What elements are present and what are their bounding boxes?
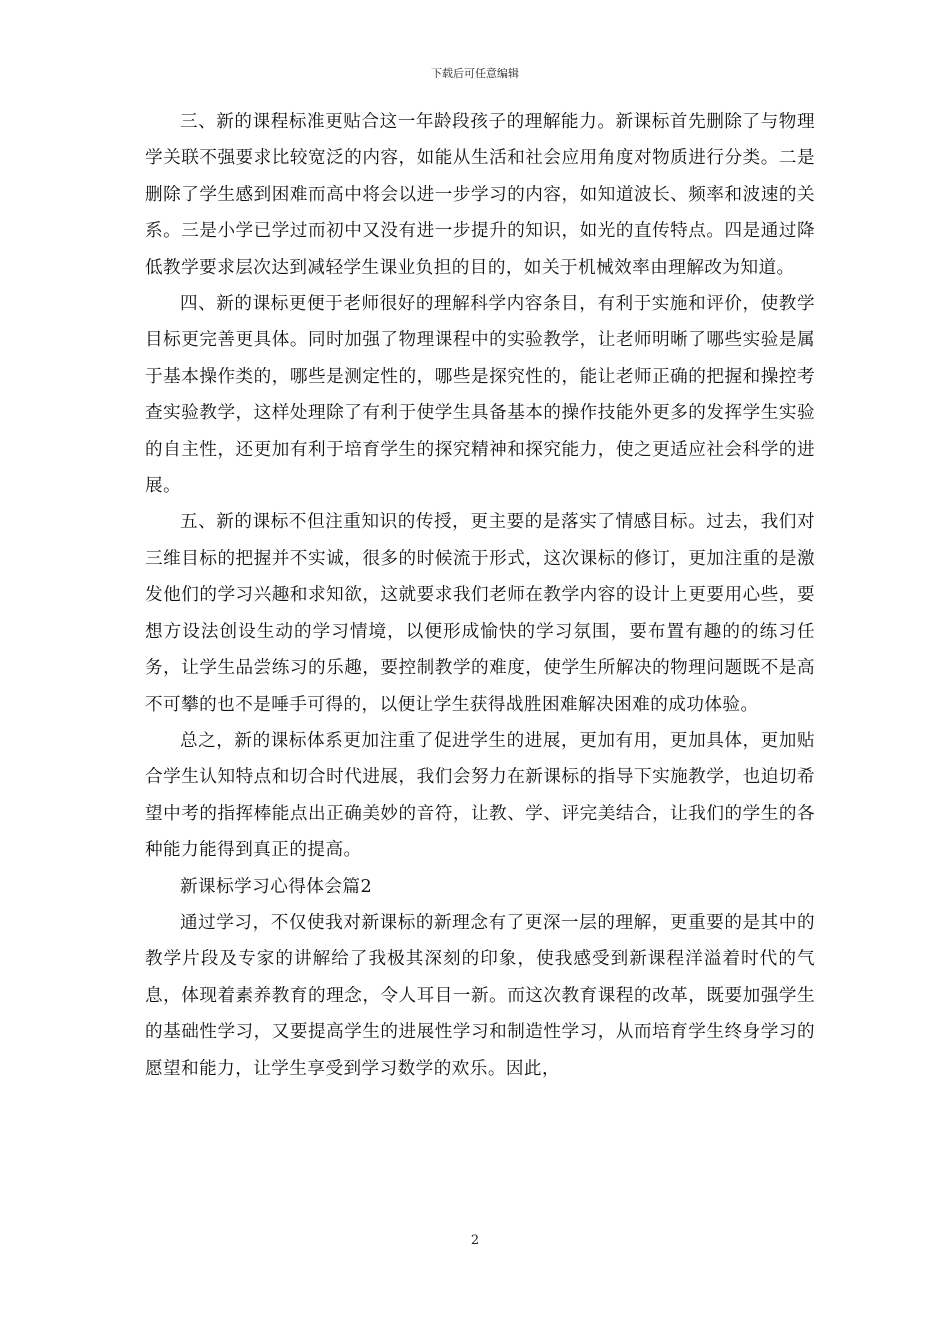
section-title: 新课标学习心得体会篇2 (180, 876, 373, 897)
page-number: 2 (470, 1233, 480, 1248)
paragraph-article-two-intro: 通过学习，不仅使我对新课标的新理念有了更深一层的理解，更重要的是其中的教学片段及专家的讲解给了我极其深刻的印象，使我感受到新课程洋溢着时代的气息，体现着素养教育的理念，令人耳目一新。而这次教育课程的改革，既要加强学生的基础性学习，又要提高学生的进展性学习和制造性学习，从而培育学生终身学习的愿望和能力，让学生享受到学习数学的欢乐。因此， (145, 912, 815, 1079)
paragraph-section-five: 五、新的课标不但注重知识的传授，更主要的是落实了情感目标。过去，我们对三维目标的把握并不实诚，很多的时候流于形式，这次课标的修订，更加注重的是激发他们的学习兴趣和求知欲，这就要求我们老师在教学内容的设计上更要用心些，要想方设法创设生动的学习情境，以便形成愉快的学习氛围，要布置有趣的的练习任务，让学生品尝练习的乐趣，要控制教学的难度，使学生所解决的物理问题既不是高不可攀的也不是唾手可得的，以便让学生获得战胜困难解决困难的成功体验。 (145, 512, 815, 715)
paragraph-conclusion: 总之，新的课标体系更加注重了促进学生的进展，更加有用，更加具体，更加贴合学生认知特点和切合时代进展，我们会努力在新课标的指导下实施教学，也迫切希望中考的指挥棒能点出正确美妙的音符，让教、学、评完美结合，让我们的学生的各种能力能得到真正的提高。 (145, 730, 815, 861)
document-body (145, 104, 815, 1087)
paragraph-section-four: 四、新的课标更便于老师很好的理解科学内容条目，有利于实施和评价，使教学目标更完善更具体。同时加强了物理课程中的实验教学，让老师明晰了哪些实验是属于基本操作类的，哪些是测定性的，哪些是探究性的，能让老师正确的把握和操控考查实验教学，这样处理除了有利于使学生具备基本的操作技能外更多的发挥学生实验的自主性，还更加有利于培育学生的探究精神和探究能力，使之更适应社会科学的进展。 (145, 294, 815, 497)
page-header: 下载后可任意编辑 (431, 67, 519, 80)
paragraph-section-three: 三、新的课程标准更贴合这一年龄段孩子的理解能力。新课标首先删除了与物理学关联不强要求比较宽泛的内容，如能从生活和社会应用角度对物质进行分类。二是删除了学生感到困难而高中将会以进一步学习的内容，如知道波长、频率和波速的关系。三是小学已学过而初中又没有进一步提升的知识，如光的直传特点。四是通过降低教学要求层次达到减轻学生课业负担的目的，如关于机械效率由理解改为知道。 (145, 112, 815, 278)
